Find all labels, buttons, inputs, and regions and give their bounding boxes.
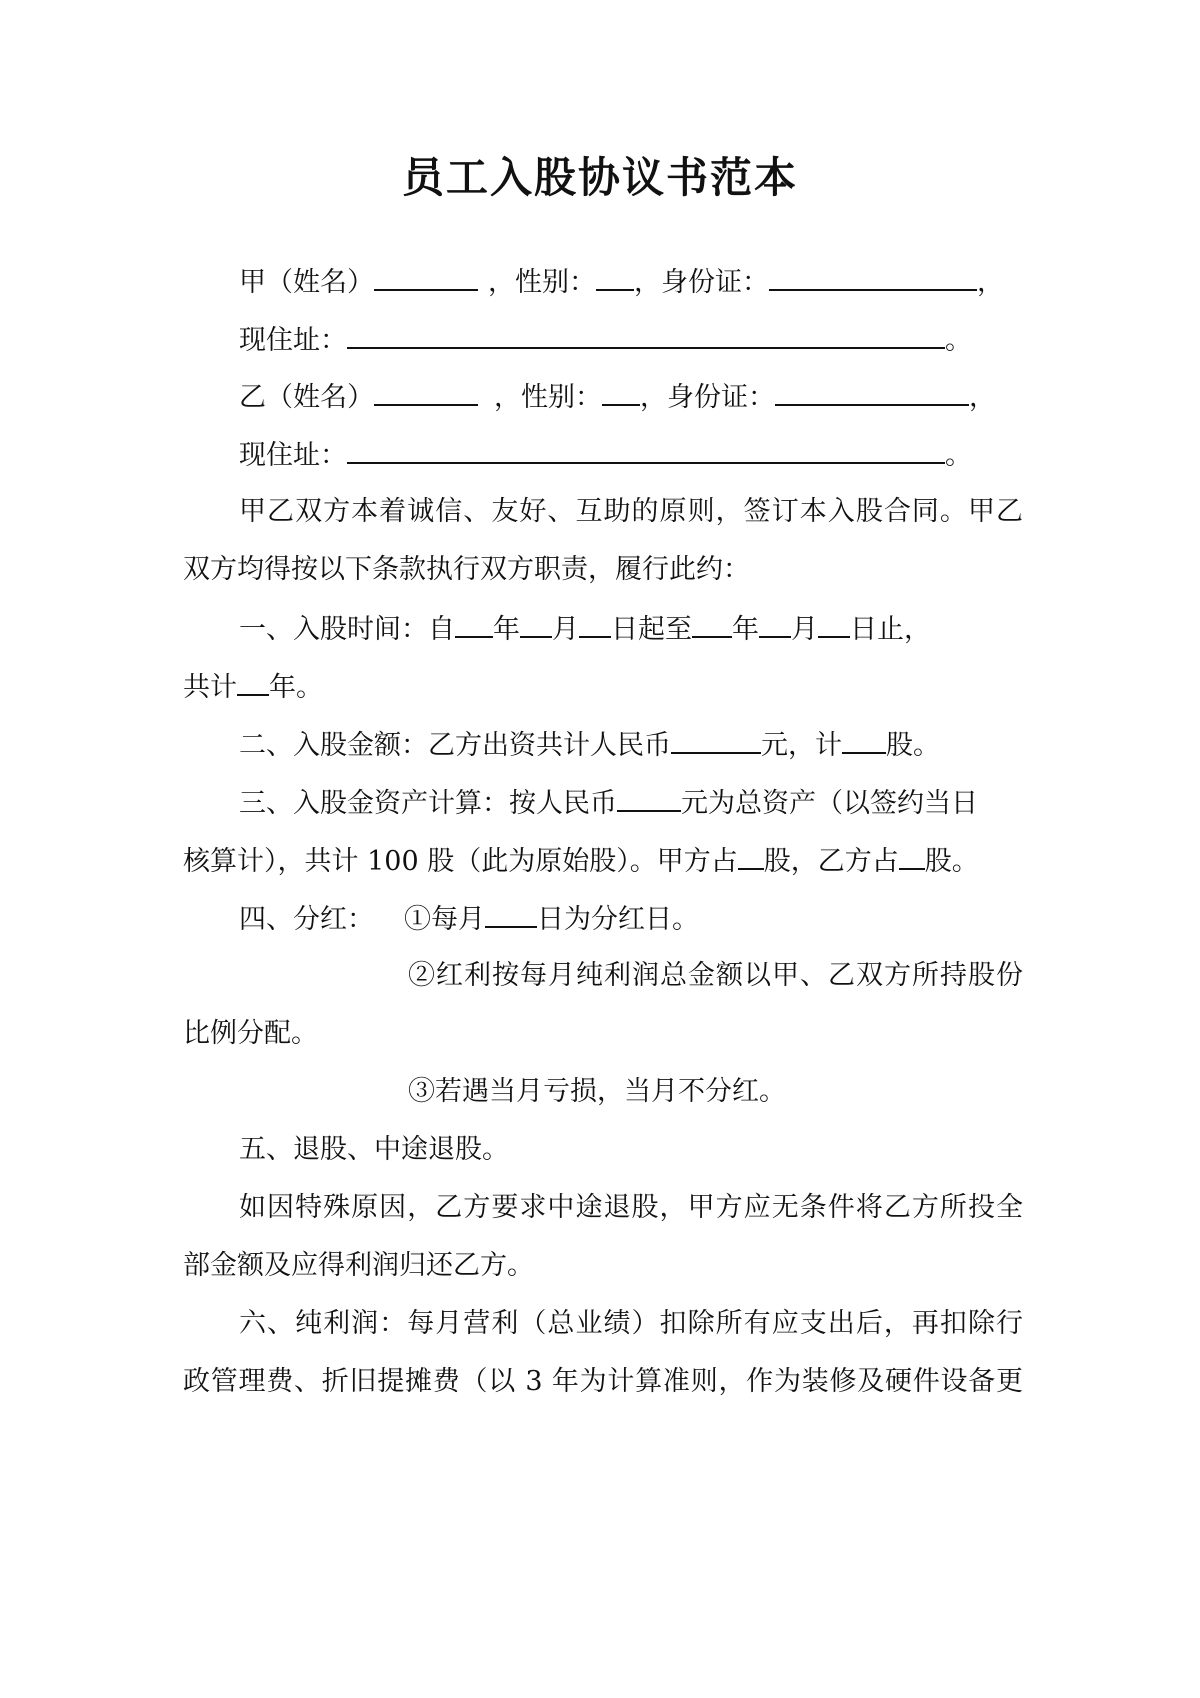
- document-title: 员工入股协议书范本: [401, 153, 798, 202]
- clause-1-line-1: [239, 606, 1023, 650]
- start-day-blank[interactable]: [579, 606, 611, 638]
- clause-6-line-2: 政管理费、折旧提摊费（以 3 年为计算准则，作为装修及硬件设备更: [183, 1366, 1023, 1397]
- clause-2-line: [239, 722, 1023, 766]
- clause-4-item-1a: ①每月: [404, 904, 485, 935]
- clause-3-line-2: [183, 838, 1023, 882]
- clause-5-line-1: 如因特殊原因，乙方要求中途退股，甲方应无条件将乙方所投全: [239, 1192, 1023, 1223]
- clause-1-year-2: 年: [732, 614, 759, 645]
- start-year-blank[interactable]: [455, 606, 493, 638]
- party-a-gender-blank[interactable]: [596, 259, 634, 291]
- party-b-address-label: 现住址：: [239, 440, 347, 471]
- party-b-name-blank[interactable]: [374, 374, 478, 406]
- clause-4-item-2-line-1: ②红利按每月纯利润总金额以甲、乙双方所持股份: [408, 960, 1023, 991]
- end-month-blank[interactable]: [759, 606, 791, 638]
- party-a-name-label: 甲（姓名）: [239, 267, 374, 298]
- party-a-shares-blank[interactable]: [738, 838, 764, 870]
- intro-line-1: 甲乙双方本着诚信、友好、互助的原则，签订本入股合同。甲乙: [239, 496, 1023, 527]
- clause-3-line-2b: 股，乙方占: [763, 846, 899, 877]
- party-a-id-blank[interactable]: [769, 259, 977, 291]
- clause-1-year-1: 年: [493, 614, 520, 645]
- party-b-address-blank[interactable]: [347, 432, 945, 464]
- clause-1-day-1: 日起至: [611, 614, 692, 645]
- clause-1-total-unit: 年。: [269, 672, 323, 703]
- party-a-address-label: 现住址：: [239, 325, 347, 356]
- intro-line-2: 双方均得按以下条款执行双方职责，履行此约：: [183, 554, 750, 585]
- clause-2-end: 股。: [886, 730, 940, 761]
- party-a-address-blank[interactable]: [347, 317, 945, 349]
- total-years-blank[interactable]: [237, 664, 269, 696]
- party-a-gender-label: ，性别：: [488, 267, 596, 298]
- clause-5-heading: 五、退股、中途退股。: [239, 1134, 509, 1165]
- party-a-id-label: ，身份证：: [634, 267, 769, 298]
- party-b-address-end: 。: [945, 440, 972, 471]
- party-a-address-end: 。: [945, 325, 972, 356]
- party-b-gender-blank[interactable]: [602, 374, 640, 406]
- party-b-info-line: [239, 374, 1023, 418]
- clause-4-item-3: ③若遇当月亏损，当月不分红。: [408, 1076, 786, 1107]
- party-a-name-blank[interactable]: [374, 259, 478, 291]
- share-count-blank[interactable]: [842, 722, 886, 754]
- clause-1-day-2: 日止，: [850, 614, 931, 645]
- party-a-address-line: [239, 317, 1023, 361]
- clause-1-prefix: 一、入股时间：自: [239, 614, 455, 645]
- party-b-id-label: ，身份证：: [640, 382, 775, 413]
- clause-1-line-2: [183, 664, 1023, 708]
- clause-1-month-1: 月: [552, 614, 579, 645]
- investment-amount-blank[interactable]: [671, 722, 761, 754]
- party-b-name-label: 乙（姓名）: [239, 382, 374, 413]
- clause-3-prefix: 三、入股金资产计算：按人民币: [239, 788, 617, 819]
- clause-3-mid: 元为总资产（以签约当日: [681, 788, 978, 819]
- party-b-address-line: [239, 432, 1023, 476]
- end-day-blank[interactable]: [818, 606, 850, 638]
- clause-5-line-2: 部金额及应得利润归还乙方。: [183, 1250, 534, 1281]
- start-month-blank[interactable]: [520, 606, 552, 638]
- party-b-shares-blank[interactable]: [899, 838, 925, 870]
- clause-2-prefix: 二、入股金额：乙方出资共计人民币: [239, 730, 671, 761]
- clause-2-unit: 元，计: [761, 730, 842, 761]
- clause-3-line-1: [239, 780, 1023, 824]
- dividend-day-blank[interactable]: [485, 896, 537, 928]
- party-b-gender-label: ，性别：: [494, 382, 602, 413]
- clause-6-line-1: 六、纯利润：每月营利（总业绩）扣除所有应支出后，再扣除行: [239, 1308, 1023, 1339]
- clause-4-label: 四、分红：: [239, 904, 374, 935]
- party-b-id-blank[interactable]: [775, 374, 969, 406]
- clause-3-line-2a: 核算计），共计 100 股（此为原始股）。甲方占: [183, 846, 738, 877]
- clause-4-item-2-line-2: 比例分配。: [183, 1018, 318, 1049]
- clause-4-line-1: [239, 896, 1023, 940]
- total-assets-blank[interactable]: [617, 780, 681, 812]
- clause-1-total-label: 共计: [183, 672, 237, 703]
- clause-3-line-2c: 股。: [924, 846, 979, 877]
- party-b-line-end: ，: [969, 382, 996, 413]
- party-a-line-end: ，: [977, 267, 1004, 298]
- end-year-blank[interactable]: [692, 606, 732, 638]
- party-a-info-line: [239, 259, 1023, 303]
- clause-1-month-2: 月: [791, 614, 818, 645]
- clause-4-item-1b: 日为分红日。: [537, 904, 699, 935]
